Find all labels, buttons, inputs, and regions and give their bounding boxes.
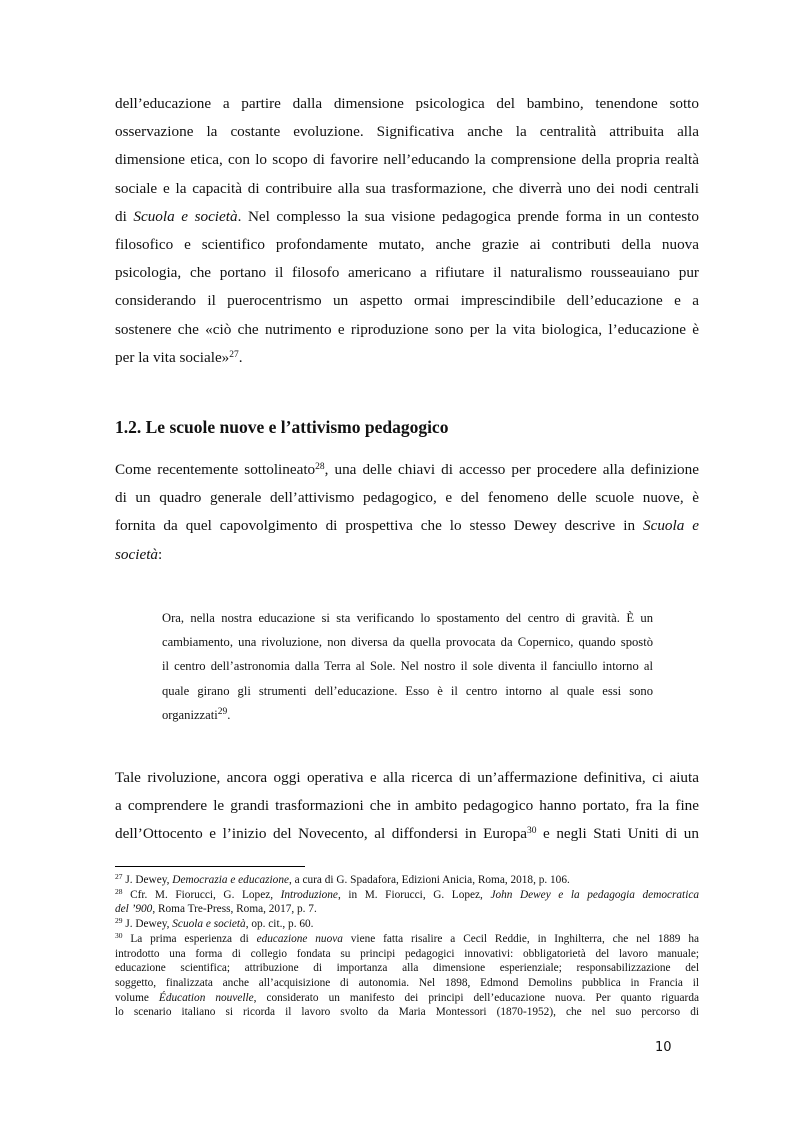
book-title: Democrazia e educazione [172, 874, 289, 886]
footnote-ref-30[interactable]: 30 [526, 826, 537, 837]
quote-line: il centro dell’astronomia dalla Terra al Sole. Nel nostro il sole diventa il fanciullo intorno al [162, 659, 653, 674]
quote-line: quale girano gli strumenti dell’educazione. Esso è il centro intorno al quale essi sono [162, 683, 653, 698]
footnote-30-line [115, 991, 699, 1006]
text-line [115, 456, 699, 484]
book-title: Scuola e società [172, 918, 246, 931]
emphasis: educazione nuova [256, 932, 343, 945]
text-span: , considerato un manifesto dei principi dell’educazione nuova. Per quanto riguarda [253, 991, 699, 1004]
footnote-ref-29[interactable]: 29 [217, 706, 228, 717]
text-span: per la vita sociale» [115, 348, 230, 366]
text-line: dell’educazione a partire dalla dimensione psicologica del bambino, tenendone sotto [115, 95, 699, 112]
book-title: Introduzione [280, 888, 338, 901]
book-title: Éducation nouvelle [158, 991, 254, 1004]
footnote-separator [115, 866, 305, 867]
text-span: di [115, 207, 134, 225]
text-span: , una delle chiavi di accesso per procedere alla definizione [324, 461, 699, 478]
text-span: , in M. Fiorucci, G. Lopez, [337, 888, 491, 901]
text-span: . [237, 207, 248, 225]
text-line [115, 512, 699, 540]
footnote-number: 28 [115, 886, 123, 896]
text-span: J. Dewey, [122, 874, 173, 886]
text-span: La prima esperienza di [122, 932, 257, 945]
text-span: Cfr. M. Fiorucci, G. Lopez, [122, 888, 281, 901]
text-line: Tale rivoluzione, ancora oggi operativa e alla ricerca di un’affermazione definitiva, ci aiuta [115, 769, 699, 786]
text-line: di un quadro generale dell’attivismo pedagogico, e del fenomeno delle scuole nuove, è [115, 489, 699, 507]
text-line: filosofico e scientifico profondamente mutato, anche grazie ai contributi della nuova [115, 236, 699, 254]
footnote-30-line: educazione scientifica; attribuzione di importanza alla dimensione esperienziale; responsabilizzazione del [115, 962, 699, 975]
book-title: Scuola e società [133, 207, 238, 225]
book-title: Scuola e [642, 517, 699, 535]
text-span: volume [115, 991, 159, 1004]
text-line: a comprendere le grandi trasformazioni che in ambito pedagogico hanno portato, fra la fine [115, 797, 699, 815]
paragraph-1 [115, 90, 699, 372]
text-span: . [238, 348, 243, 366]
text-span: : [158, 545, 163, 563]
book-title: società [115, 545, 159, 563]
text-span: e negli Stati Uniti di un [536, 825, 699, 843]
footnote-28 [115, 888, 699, 903]
footnote-30-line: soggetto, finalizzata anche all’acquisizione di autonomia. Nel 1898, Edmond Demolins pubblica in Francia il [115, 976, 699, 989]
text-line: sostenere che «ciò che nutrimento e riproduzione sono per la vita biologica, l’educazione è [115, 320, 699, 338]
text-line: sociale e la capacità di contribuire alla sua trasformazione, che diverrà uno dei nodi centrali [115, 179, 699, 197]
text-span: viene fatta risalire a Cecil Reddie, in Inghilterra, che nel 1889 ha [342, 932, 699, 945]
quote-line: cambiamento, una rivoluzione, non diversa da quella provocata da Copernico, quando spostò [162, 635, 653, 650]
block-quote [162, 606, 653, 727]
paragraph-2 [115, 456, 699, 569]
text-span: Nel complesso la sua visione pedagogica prende forma in un contesto [247, 207, 699, 225]
page-number: 10 [655, 1040, 672, 1055]
footnote-ref-27[interactable]: 27 [229, 349, 239, 360]
text-line [115, 820, 699, 848]
text-line [115, 541, 699, 569]
footnotes [115, 873, 699, 1020]
quote-line [162, 703, 653, 727]
text-span: J. Dewey, [122, 918, 173, 931]
text-line: osservazione la costante evoluzione. Significativa anche la centralità attribuita alla [115, 123, 699, 141]
text-span: dell’Ottocento e l’inizio del Novecento, al diffondersi in Europa [115, 825, 527, 843]
footnote-30 [115, 932, 699, 947]
text-span: Come recentemente sottolineato [115, 461, 316, 478]
text-span: , Roma Tre-Press, Roma, 2017, p. 7. [152, 903, 317, 916]
text-span: organizzati [162, 707, 218, 722]
text-span: . [227, 707, 231, 722]
text-span: fornita da quel capovolgimento di prospettiva che lo stesso Dewey descrive in [115, 517, 643, 535]
text-line [115, 203, 699, 231]
footnote-number: 29 [115, 916, 123, 926]
text-line [115, 344, 699, 372]
text-span: , op. cit., p. 60. [245, 918, 314, 931]
footnote-number: 27 [115, 872, 123, 881]
footnote-number: 30 [115, 930, 123, 940]
text-span: , a cura di G. Spadafora, Edizioni Anicia, Roma, 2018, p. 106. [289, 874, 570, 886]
section-heading: 1.2. Le scuole nuove e l’attivismo pedagogico [115, 417, 449, 437]
book-title: John Dewey e la pedagogia democratica [490, 888, 700, 901]
footnote-30-line: introdotto una forma di collegio fondata su principi pedagogici innovativi: obbligatorietà del lavoro manuale; [115, 947, 699, 960]
footnote-27 [115, 873, 699, 888]
quote-line: Ora, nella nostra educazione si sta verificando lo spostamento del centro di gravità. È un [162, 611, 653, 625]
footnote-29 [115, 917, 699, 932]
paragraph-3 [115, 764, 699, 849]
footnote-30-line: lo scenario italiano si ricorda il lavoro svolto da Maria Montessori (1870-1952), che nel suo percorso di [115, 1006, 699, 1019]
footnote-ref-28[interactable]: 28 [315, 462, 325, 472]
book-title: del ’900 [115, 903, 153, 916]
text-line: dimensione etica, con lo scopo di favorire nell’educando la comprensione della propria realtà [115, 151, 699, 169]
text-line: psicologia, che portano il filosofo americano a rifiutare il naturalismo rousseauiano pur [115, 264, 699, 282]
footnote-28-cont [115, 902, 699, 917]
text-line: considerando il puerocentrismo un aspetto ormai imprescindibile dell’educazione e a [115, 292, 699, 310]
